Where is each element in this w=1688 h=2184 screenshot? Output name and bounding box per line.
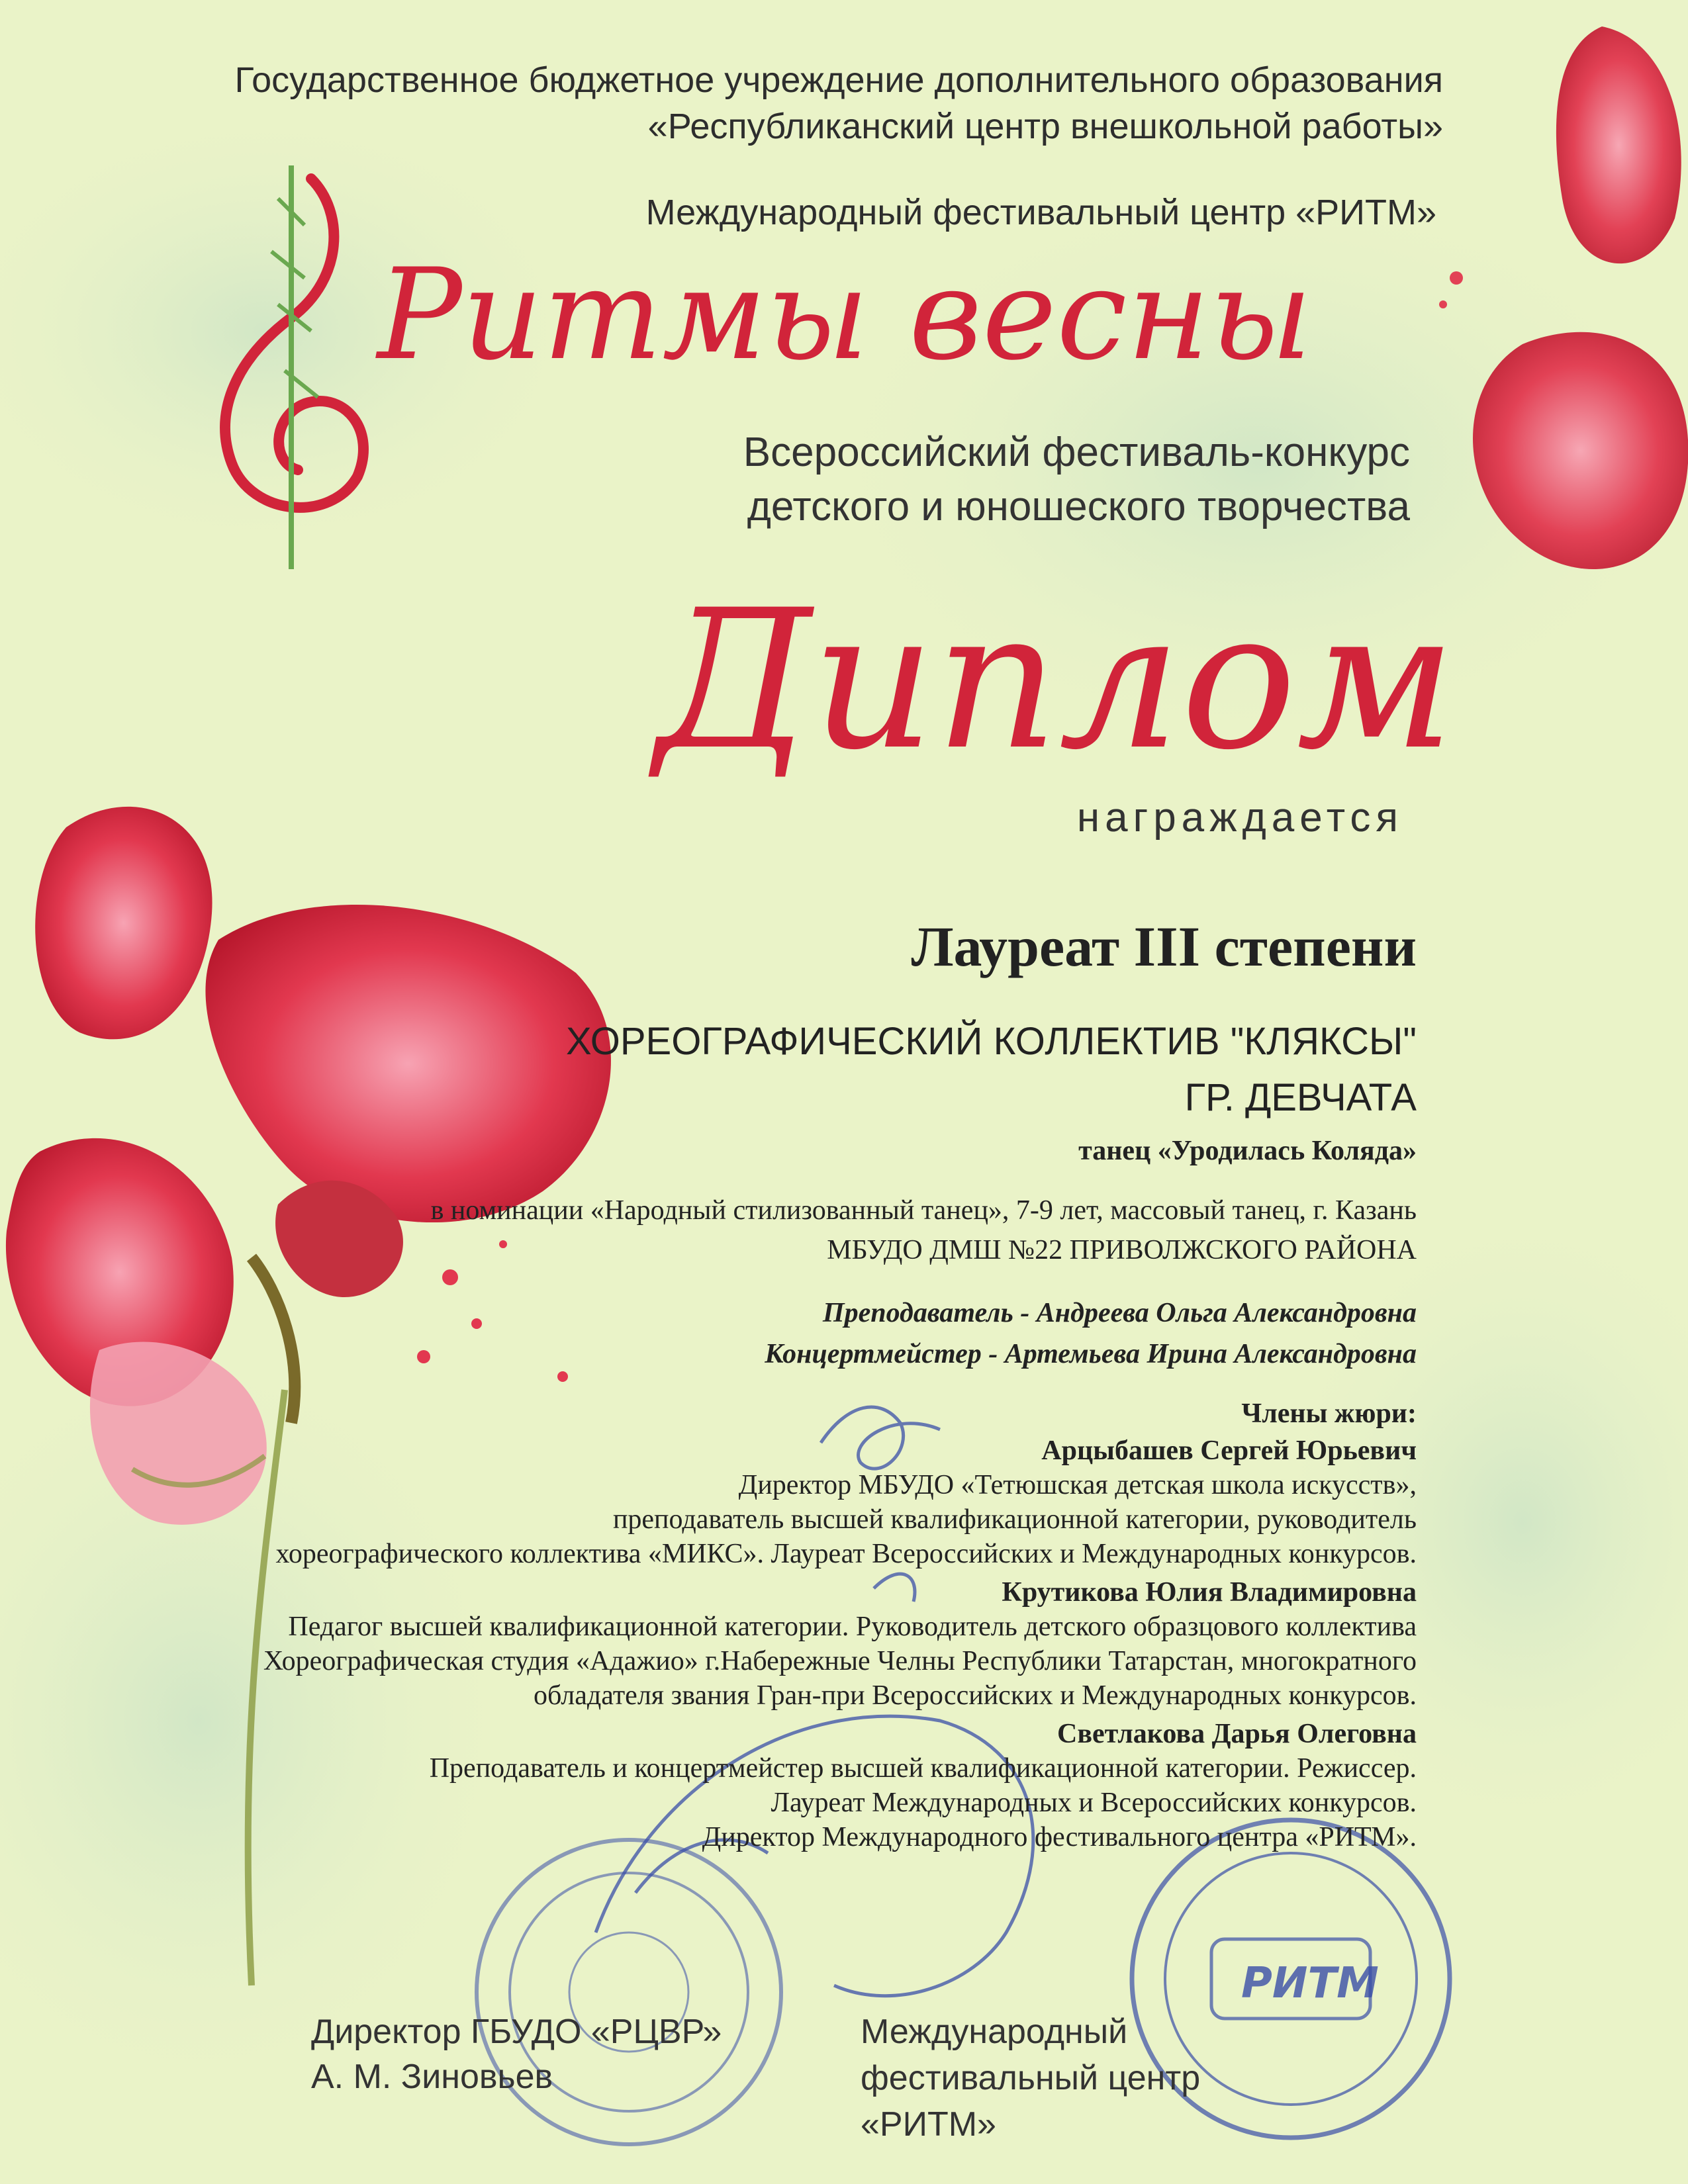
org-name-line2: «Республиканский центр внешкольной работы» <box>647 107 1443 146</box>
jury-member-2-name: Крутикова Юлия Владимировна <box>1002 1577 1417 1608</box>
director-name: А. М. Зиновьев <box>311 2058 553 2096</box>
org-name-line1: Государственное бюджетное учреждение дополнительного образования <box>234 60 1443 100</box>
teacher-line: Преподаватель - Андреева Ольга Александровна <box>822 1298 1417 1328</box>
footer-center-line2: фестивальный центр <box>861 2059 1201 2097</box>
footer-center-line1: Международный <box>861 2013 1128 2051</box>
diploma-title: Диплом <box>655 569 1456 792</box>
jury-title: Члены жюри: <box>1241 1398 1417 1429</box>
festival-subtitle-line2: детского и юношеского творчества <box>747 484 1410 529</box>
stamp-right-label: РИТМ <box>1241 1959 1379 2008</box>
festival-subtitle-line1: Всероссийский фестиваль-конкурс <box>743 430 1410 475</box>
director-title: Директор ГБУДО «РЦВР» <box>311 2013 722 2051</box>
footer-center-line3: «РИТМ» <box>861 2105 996 2144</box>
nomination-text: в номинации «Народный стилизованный танец», 7-9 лет, массовый танец, г. Казань <box>430 1195 1417 1226</box>
jury-member-3-line2: Лауреат Международных и Всероссийских конкурсов. <box>771 1788 1417 1818</box>
awarded-text: награждается <box>1076 795 1403 841</box>
festival-center-line: Международный фестивальный центр «РИТМ» <box>645 193 1436 232</box>
group-name: ГР. ДЕВЧАТА <box>1184 1076 1417 1119</box>
jury-member-2-line1: Педагог высшей квалификационной категории. Руководитель детского образцового коллектива <box>288 1612 1417 1642</box>
jury-member-1-line3: хореографического коллектива «МИКС». Лауреат Всероссийских и Международных конкурсов. <box>275 1539 1417 1569</box>
jury-member-2-line3: обладателя звания Гран-при Всероссийских и Международных конкурсов. <box>533 1680 1417 1711</box>
festival-title: Ритмы весны <box>377 242 1313 388</box>
school-name: МБУДО ДМШ №22 ПРИВОЛЖСКОГО РАЙОНА <box>827 1235 1417 1265</box>
jury-member-3-name: Светлакова Дарья Олеговна <box>1056 1719 1417 1749</box>
jury-member-3-line3: Директор Международного фестивального центра «РИТМ». <box>702 1822 1417 1852</box>
collective-name: ХОРЕОГРАФИЧЕСКИЙ КОЛЛЕКТИВ "КЛЯКСЫ" <box>565 1020 1417 1063</box>
jury-member-1-line2: преподаватель высшей квалификационной категории, руководитель <box>612 1504 1417 1535</box>
jury-member-3-line1: Преподаватель и концертмейстер высшей квалификационной категории. Режиссер. <box>429 1753 1417 1784</box>
award-degree: Лауреат III степени <box>911 915 1417 978</box>
dance-name: танец «Уродилась Коляда» <box>1078 1136 1417 1166</box>
jury-member-1-line1: Директор МБУДО «Тетюшская детская школа искусств», <box>738 1470 1417 1500</box>
jury-member-1-name: Арцыбашев Сергей Юрьевич <box>1041 1435 1417 1466</box>
jury-member-2-line2: Хореографическая студия «Адажио» г.Набережные Челны Республики Татарстан, многократного <box>263 1646 1417 1676</box>
accompanist-line: Концертмейстер - Артемьева Ирина Александровна <box>765 1339 1417 1369</box>
